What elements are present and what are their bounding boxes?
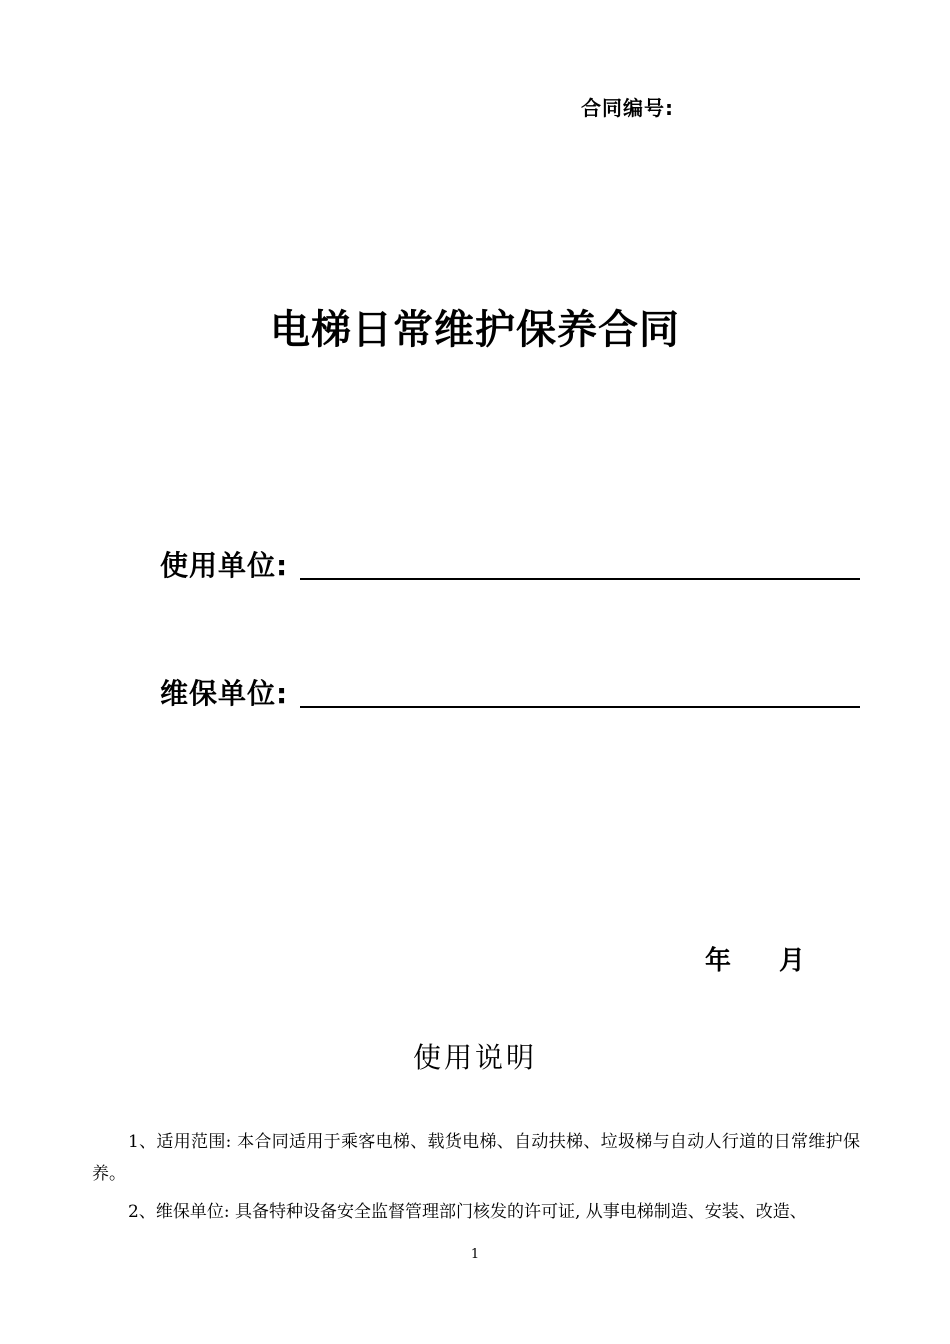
instruction-item-2: [92, 1196, 860, 1228]
page-number: 1: [470, 1247, 480, 1262]
year-label: 年: [705, 946, 732, 976]
user-unit-field: [160, 544, 860, 588]
maintenance-unit-label: 维保单位:: [160, 677, 289, 710]
maintenance-unit-field: [160, 672, 860, 716]
maintenance-unit-blank-line: [300, 706, 860, 708]
instructions-heading: 使用说明: [412, 1041, 537, 1074]
date-line: [705, 940, 805, 977]
instruction-item-1: [92, 1126, 860, 1190]
month-label: 月: [779, 946, 806, 976]
instruction-item-2-text: 2、维保单位: 具备特种设备安全监督管理部门核发的许可证, 从事电梯制造、安装、改造、: [128, 1202, 807, 1222]
user-unit-label: 使用单位:: [160, 549, 289, 582]
user-unit-blank-line: [300, 578, 860, 580]
contract-title: 电梯日常维护保养合同: [270, 307, 680, 353]
contract-number-label: 合同编号:: [581, 96, 674, 120]
instruction-item-1-text: 1、适用范围: 本合同适用于乘客电梯、载货电梯、自动扶梯、垃圾梯与自动人行道的日常维护保养。: [92, 1132, 860, 1184]
